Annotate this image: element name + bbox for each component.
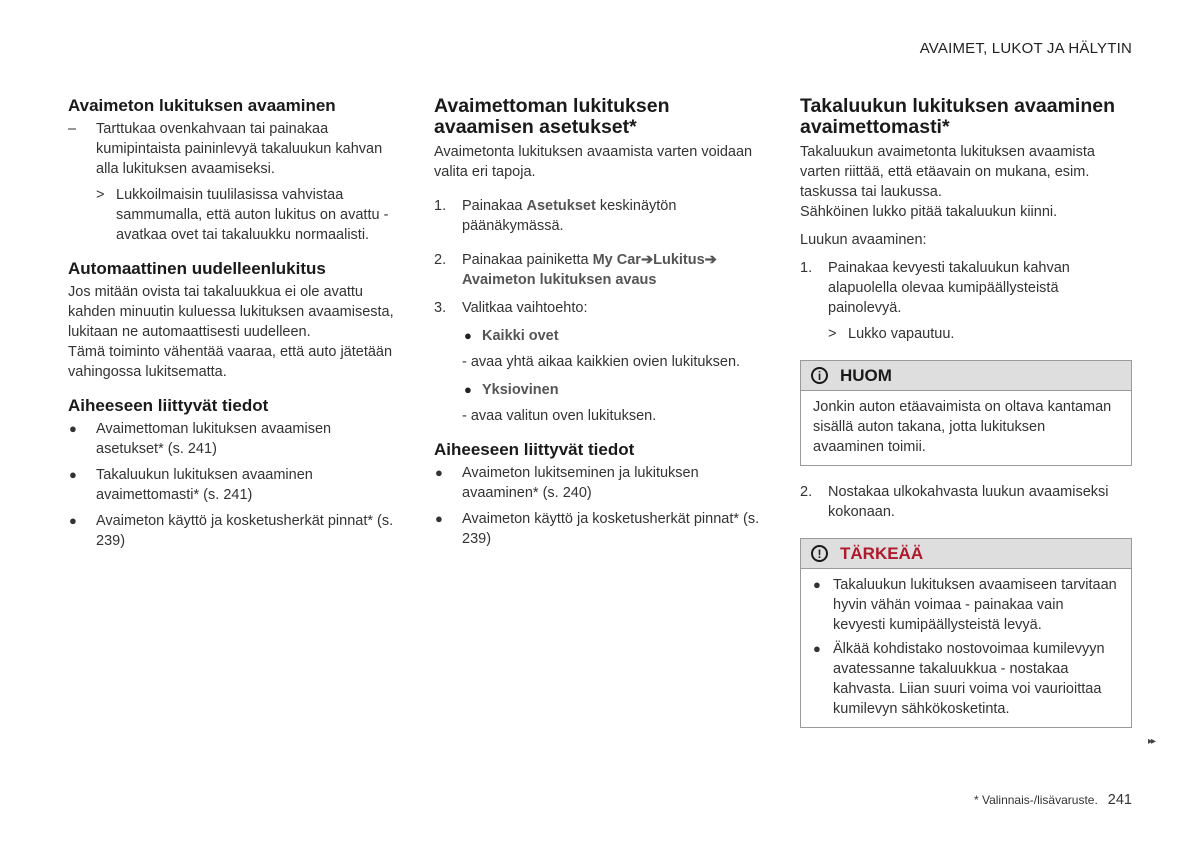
bullet-marker: ●: [464, 382, 472, 397]
related-link-text: Avaimeton käyttö ja kosketusherkät pinnat* (s. 239): [462, 511, 760, 547]
warning-item: [813, 639, 1119, 719]
paragraph: Takaluukun avaimetonta lukituksen avaamista varten riittää, että etäavain on mukana, esim. taskussa tai laukussa.: [800, 144, 1095, 200]
step-number: 3.: [434, 300, 447, 316]
step-item: [800, 258, 1132, 318]
column-1: [68, 96, 400, 551]
bullet-marker: ●: [464, 328, 472, 343]
article-title-tailgate: Takaluukun lukituksen avaaminen avaimettomasti*: [800, 95, 1115, 138]
column-2: [434, 96, 766, 549]
bullet-marker: ●: [813, 577, 821, 592]
step-text: Painakaa kevyesti takaluukun kahvan alapuolella olevaa kumipäällysteistä painolevyä.: [828, 260, 1070, 316]
note-label: HUOM: [840, 365, 892, 385]
page-number: 241: [1107, 792, 1132, 808]
step-number: 2.: [800, 484, 813, 500]
step-text: Painakaa: [462, 198, 527, 214]
warning-text: Älkää kohdistako nostovoimaa kumilevyyn avatessanne takaluukkua - nostakaa kahvasta. Liian suuri voima voi vaurioittaa kumilevyn sähkökosketinta.: [833, 641, 1105, 717]
option-label-all-doors: Kaikki ovet: [482, 328, 559, 344]
instruction-text: Tarttukaa ovenkahvaan tai painakaa kumipintaista paininlevyä takaluukun kahvan alla lukituksen avaamiseksi.: [96, 121, 383, 177]
ui-label-settings: Asetukset: [526, 198, 596, 214]
option-item: [434, 380, 766, 400]
warning-box-body: [801, 569, 1131, 727]
section-title-auto-relock: Automaattinen uudelleenlukitus: [68, 259, 326, 278]
option-item: [434, 326, 766, 346]
note-box-header: [801, 361, 1131, 391]
option-description: - avaa valitun oven lukituksen.: [462, 408, 657, 424]
result-item: [68, 185, 400, 245]
related-link-text: Takaluukun lukituksen avaaminen avaimettomasti* (s. 241): [96, 467, 313, 503]
related-link[interactable]: [434, 463, 766, 503]
result-item: [800, 324, 1132, 344]
bullet-marker: ●: [813, 641, 821, 656]
option-label-single-door: Yksiovinen: [482, 382, 559, 398]
warning-item: [813, 575, 1119, 635]
step-text: keskinäytön päänäkymässä.: [462, 198, 677, 234]
section-title-keyless-unlock: Avaimeton lukituksen avaaminen: [68, 96, 336, 115]
arrow-right-icon: ➔: [640, 252, 654, 268]
related-link[interactable]: [434, 509, 766, 549]
bullet-marker: ●: [435, 465, 443, 480]
step-item: [434, 250, 766, 290]
warning-text: Takaluukun lukituksen avaamiseen tarvitaan hyvin vähän voimaa - painakaa vain kevyesti kumipäällysteistä levyä.: [833, 577, 1117, 633]
step-text: Nostakaa ulkokahvasta luukun avaamiseksi kokonaan.: [828, 484, 1109, 520]
footnote: * Valinnais-/lisävaruste.: [973, 793, 1098, 807]
bullet-marker: ●: [69, 513, 77, 528]
step-item: [434, 196, 766, 236]
column-3: [800, 96, 1132, 728]
instruction-item: [68, 119, 400, 179]
arrow-right-icon: ➔: [704, 252, 717, 268]
ui-label-my-car: My Car: [592, 252, 641, 268]
note-box: [800, 360, 1132, 466]
dash-marker: –: [68, 121, 77, 137]
paragraph: Sähköinen lukko pitää takaluukun kiinni.: [800, 204, 1058, 220]
step-text: Painakaa painiketta: [462, 252, 593, 268]
step-item: [434, 298, 766, 318]
page-footer: [974, 792, 1132, 808]
related-link[interactable]: [68, 465, 400, 505]
ui-label-locking: Lukitus: [653, 252, 705, 268]
ui-label-keyless-unlock: Avaimeton lukituksen avaus: [462, 272, 657, 288]
paragraph: Tämä toiminto vähentää vaaraa, että auto jätetään vahingossa lukitsematta.: [68, 344, 393, 380]
note-box-body: [801, 391, 1131, 465]
step-item: [800, 482, 1132, 522]
bullet-marker: ●: [435, 511, 443, 526]
warning-box: [800, 538, 1132, 728]
bullet-marker: ●: [69, 421, 77, 436]
step-number: 2.: [434, 252, 447, 268]
section-title-related: Aiheeseen liittyvät tiedot: [68, 396, 269, 415]
warning-box-header: [801, 539, 1131, 569]
info-icon: i: [811, 367, 828, 384]
related-link-text: Avaimeton käyttö ja kosketusherkät pinnat* (s. 239): [96, 513, 394, 549]
continue-arrow-icon: ▸▸: [1148, 736, 1155, 747]
related-link[interactable]: [68, 511, 400, 551]
result-marker: >: [96, 187, 105, 203]
option-description: - avaa yhtä aikaa kaikkien ovien lukituksen.: [462, 354, 741, 370]
warning-label: TÄRKEÄÄ: [840, 543, 924, 563]
related-link[interactable]: [68, 419, 400, 459]
related-link-text: Avaimettoman lukituksen avaamisen asetukset* (s. 241): [96, 421, 332, 457]
bullet-marker: ●: [69, 467, 77, 482]
intro-paragraph: Avaimetonta lukituksen avaamista varten voidaan valita eri tapoja.: [434, 144, 753, 180]
related-link-text: Avaimeton lukitseminen ja lukituksen avaaminen* (s. 240): [462, 465, 699, 501]
paragraph: Luukun avaaminen:: [800, 232, 927, 248]
warning-icon: !: [811, 545, 828, 562]
step-text: Valitkaa vaihtoehto:: [462, 300, 588, 316]
step-number: 1.: [800, 260, 813, 276]
article-title-keyless-settings: Avaimettoman lukituksen avaamisen asetukset*: [434, 95, 670, 138]
result-text: Lukko vapautuu.: [848, 326, 955, 342]
result-marker: >: [828, 326, 837, 342]
step-number: 1.: [434, 198, 447, 214]
chapter-header: AVAIMET, LUKOT JA HÄLYTIN: [919, 40, 1132, 57]
note-text: Jonkin auton etäavaimista on oltava kantaman sisällä auton takana, jotta lukituksen avaaminen toimii.: [813, 399, 1112, 455]
paragraph: Jos mitään ovista tai takaluukkua ei ole avattu kahden minuutin kuluessa lukituksen avaamisesta, lukitaan ne automaattisesti uudelleen.: [68, 284, 394, 340]
result-text: Lukkoilmaisin tuulilasissa vahvistaa sammumalla, että auton lukitus on avattu - avatkaa ovet tai takaluukku normaalisti.: [116, 187, 389, 243]
section-title-related: Aiheeseen liittyvät tiedot: [434, 440, 635, 459]
